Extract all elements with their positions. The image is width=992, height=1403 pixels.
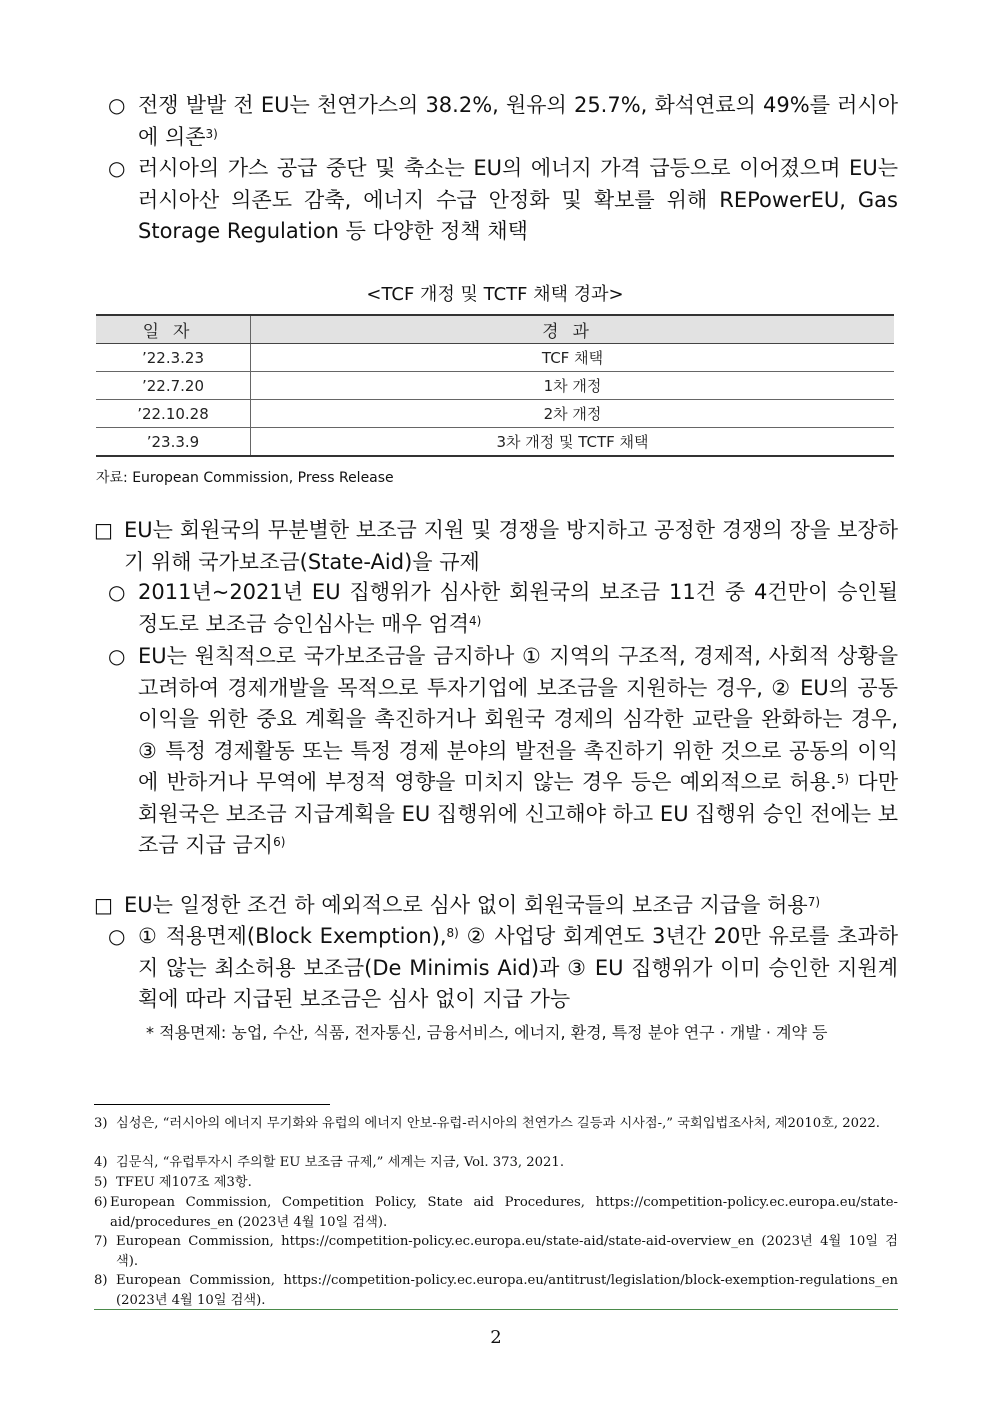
bullet-paragraph [138, 90, 898, 153]
section-paragraph: EU는 회원국의 무분별한 보조금 지원 및 경쟁을 방지하고 공정한 경쟁의 장을 보장하기 위해 국가보조금(State-Aid)을 규제 [124, 518, 898, 574]
cell-progress: 3차 개정 및 TCTF 채택 [251, 428, 895, 457]
footnote-rule [94, 1104, 330, 1105]
bullet-marker: ○ [108, 924, 126, 948]
bullet-paragraph [138, 921, 898, 1016]
bullet-text: 러시아의 가스 공급 중단 및 축소는 EU의 에너지 가격 급등으로 이어졌으며 EU는 러시아산 의존도 감축, 에너지 수급 안정화 및 확보를 위해 REPowerEU, Gas Storage Regulation 등 다양한 정책 채택 [138, 156, 898, 243]
section-paragraph [124, 890, 898, 922]
page-number: 2 [490, 1327, 502, 1348]
footnote-text: European Commission, https://competition-policy.ec.europa.eu/state-aid/state-aid-overview_en (2023년 4월 10일 검색). [116, 1234, 898, 1269]
page-rule [94, 1309, 898, 1310]
footnote-text: TFEU 제107조 제3항. [116, 1175, 252, 1190]
table-row [96, 344, 894, 372]
footnote-number: 3) [94, 1116, 108, 1131]
cell-progress: 2차 개정 [251, 400, 895, 428]
footnote-number: 7) [94, 1234, 108, 1249]
footnote-ref[interactable]: 8) [446, 926, 459, 940]
table-source: 자료: European Commission, Press Release [96, 470, 394, 486]
bullet-paragraph [138, 641, 898, 862]
footnote-ref[interactable]: 3) [205, 126, 218, 141]
history-table [96, 314, 894, 457]
section-marker: □ [94, 518, 113, 542]
bullet-marker: ○ [108, 644, 126, 668]
cell-date: ’23.3.9 [96, 428, 251, 457]
bullet-text: ② 사업당 회계연도 3년간 20만 유로를 초과하지 않는 최소허용 보조금(De Minimis Aid)과 ③ EU 집행위가 이미 승인한 지원계획에 따라 지급된 보조금은 심사 없이 지급 가능 [138, 924, 898, 1011]
bullet-text: 다만 회원국은 보조금 지급계획을 EU 집행위에 신고해야 하고 EU 집행위 승인 전에는 보조금 지급 금지 [138, 770, 898, 857]
footnote-number: 6) [94, 1195, 108, 1210]
header-date: 일자 [96, 315, 251, 344]
table-header-row [96, 315, 894, 344]
note-text: * 적용면제: 농업, 수산, 식품, 전자통신, 금융서비스, 에너지, 환경, 특정 분야 연구 · 개발 · 계약 등 [146, 1023, 828, 1042]
footnote-ref[interactable]: 5) [836, 772, 850, 786]
cell-progress: TCF 채택 [251, 344, 895, 372]
header-progress: 경과 [251, 315, 895, 344]
table-row [96, 372, 894, 400]
bullet-marker: ○ [108, 156, 126, 180]
cell-date: ’22.7.20 [96, 372, 251, 400]
section-text: EU는 일정한 조건 하 예외적으로 심사 없이 회원국들의 보조금 지급을 허용 [124, 893, 808, 917]
bullet-marker: ○ [108, 93, 126, 117]
bullet-text: ① 적용면제(Block Exemption), [138, 924, 447, 948]
bullet-paragraph [138, 577, 898, 640]
cell-date: ’22.3.23 [96, 344, 251, 372]
footnote-ref[interactable]: 6) [273, 835, 286, 849]
footnote-text: 심성은, “러시아의 에너지 무기화와 유럽의 에너지 안보-유럽-러시아의 천연가스 길등과 시사점-,” 국회입법조사처, 제2010호, 2022. [116, 1116, 880, 1131]
bullet-text: 전쟁 발발 전 EU는 천연가스의 38.2%, 원유의 25.7%, 화석연료의 49%를 러시아에 의존 [138, 93, 898, 149]
bullet-text: EU는 원칙적으로 국가보조금을 금지하나 ① 지역의 구조적, 경제적, 사회적 상황을 고려하여 경제개발을 목적으로 투자기업에 보조금을 지원하는 경우, ② EU의 공동 이익을 위한 중요 계획을 촉진하거나 회원국 경제의 심각한 교란을 완화하는 경우, ③ 특정 경제활동 또는 특정 경제 분야의 발전을 촉진하기 위한 것으로 공동의 이익에 반하거나 무역에 부정적 영향을 미치지 않는 경우 등은 예외적으로 허용. [138, 644, 898, 794]
bullet-paragraph [138, 153, 898, 248]
footnote-number: 5) [94, 1175, 108, 1190]
table-row [96, 400, 894, 428]
cell-date: ’22.10.28 [96, 400, 251, 428]
footnote-text: European Commission, Competition Policy, State aid Procedures, https://competition-policy.ec.europa.eu/state-aid/procedures_en (2023년 4월 10일 검색). [110, 1195, 898, 1230]
footnote-ref[interactable]: 4) [469, 613, 482, 628]
table-row [96, 428, 894, 457]
footnote-ref[interactable]: 7) [807, 895, 821, 909]
section-marker: □ [94, 893, 113, 917]
footnote-number: 4) [94, 1155, 108, 1170]
bullet-text: 2011년~2021년 EU 집행위가 심사한 회원국의 보조금 11건 중 4건만이 승인될 정도로 보조금 승인심사는 매우 엄격 [138, 580, 898, 636]
table-caption: <TCF 개정 및 TCTF 채택 경과> [366, 284, 624, 305]
footnote-number: 8) [94, 1273, 108, 1288]
footnote-text: European Commission, https://competition-policy.ec.europa.eu/antitrust/legislation/block-exemption-regulations_en (2023년 4월 10일 검색). [116, 1273, 898, 1308]
cell-progress: 1차 개정 [251, 372, 895, 400]
footnote-text: 김문식, “유럽투자시 주의할 EU 보조금 규제,” 세계는 지금, Vol. 373, 2021. [116, 1155, 565, 1170]
bullet-marker: ○ [108, 580, 126, 604]
